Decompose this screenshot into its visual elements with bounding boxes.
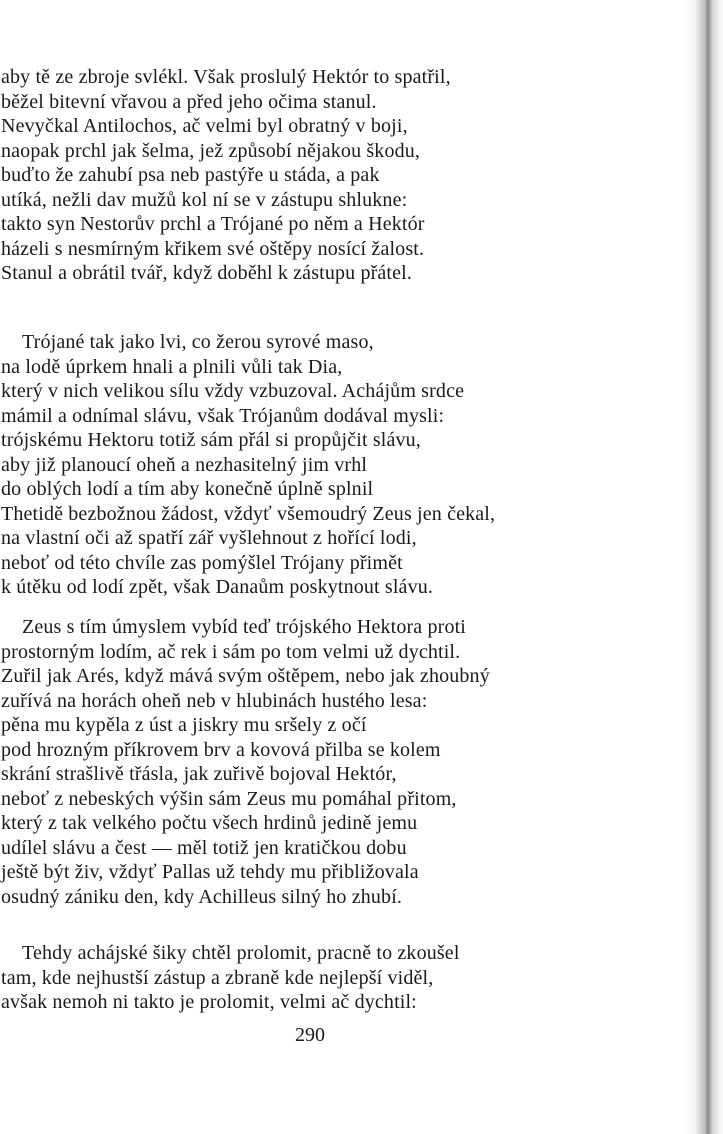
verse-line: Thetidě bezbožnou žádost, vždyť všemoudrý Zeus jen čekal, — [1, 502, 496, 525]
verse-line: tam, kde nejhustší zástup a zbraně kde nejlepší viděl, — [1, 966, 434, 989]
verse-line: buďto že zahubí psa neb pastýře u stáda, a pak — [1, 164, 380, 186]
verse-line: na vlastní oči až spatří zář vyšlehnout z hořící lodi, — [1, 527, 417, 549]
stanza-4 — [1, 941, 460, 1015]
verse-line: utíká, nežli dav mužů kol ní se v zástupu shlukne: — [1, 188, 408, 211]
stanza-1 — [1, 65, 451, 286]
verse-line: ještě být živ, vždyť Pallas už tehdy mu přibližovala — [1, 861, 419, 883]
verse-line: neboť z nebeských výšin sám Zeus mu pomáhal přitom, — [1, 787, 457, 810]
verse-line: osudný zániku den, kdy Achilleus silný ho zhubí. — [1, 885, 403, 908]
verse-line: skrání strašlivě třásla, jak zuřivě bojoval Hektór, — [1, 763, 397, 785]
verse-line: takto syn Nestorův prchl a Trójané po něm a Hektór — [1, 213, 425, 235]
page-number: 290 — [295, 1024, 325, 1046]
verse-line: který v nich velikou sílu vždy vzbuzoval. Achájům srdce — [1, 380, 465, 402]
verse-line: k útěku od lodí zpět, však Danaům poskytnout slávu. — [1, 576, 434, 598]
verse-line: aby již planoucí oheň a nezhasitelný jim vrhl — [1, 453, 368, 476]
verse-line: který z tak velkého počtu všech hrdinů jedině jemu — [1, 812, 418, 834]
verse-line: udílel slávu a čest — měl totiž jen kratičkou dobu — [1, 836, 407, 859]
verse-line: Nevyčkal Antilochos, ač velmi byl obratný v boji, — [1, 115, 408, 137]
verse-line: zuřívá na horách oheň neb v hlubinách hustého lesa: — [1, 689, 428, 712]
verse-line: Zuřil jak Arés, když mává svým oštěpem, nebo jak zhoubný — [1, 665, 490, 687]
verse-line: běžel bitevní vřavou a před jeho očima stanul. — [1, 90, 377, 113]
verse-line: Stanul a obrátil tvář, když doběhl k zástupu přátel. — [1, 262, 413, 284]
verse-line: neboť od této chvíle zas pomýšlel Trójany přimět — [1, 551, 403, 574]
verse-line: prostorným lodím, ač rek i sám po tom velmi už dychtil. — [1, 640, 461, 663]
stanza-3 — [1, 615, 490, 909]
book-gutter-shadow — [683, 0, 723, 1134]
verse-line: Tehdy achájské šiky chtěl prolomit, pracně to zkoušel — [22, 942, 460, 964]
verse-line: pod hrozným příkrovem brv a kovová přilba se kolem — [1, 738, 441, 761]
verse-line: avšak nemoh ni takto je prolomit, velmi ač dychtil: — [1, 991, 417, 1013]
verse-line: mámil a odnímal slávu, však Trójanům dodával mysli: — [1, 404, 445, 427]
verse-line: naopak prchl jak šelma, jež způsobí nějakou škodu, — [1, 139, 421, 162]
verse-line: aby tě ze zbroje svlékl. Však proslulý Hektór to spatřil, — [1, 66, 451, 88]
verse-line: na lodě úprkem hnali a plnili vůli tak Dia, — [1, 355, 343, 378]
verse-line: do oblých lodí a tím aby konečně úplně splnil — [1, 478, 374, 500]
verse-line: Zeus s tím úmyslem vybíd teď trójského Hektora proti — [22, 616, 467, 638]
verse-line: pěna mu kypěla z úst a jiskry mu sršely z očí — [1, 714, 367, 736]
verse-line: házeli s nesmírným křikem své oštěpy nosící žalost. — [1, 237, 425, 260]
verse-line: trójskému Hektoru totiž sám přál si propůjčit slávu, — [1, 429, 421, 451]
verse-line: Trójané tak jako lvi, co žerou syrové maso, — [22, 331, 374, 353]
stanza-2 — [1, 330, 495, 600]
